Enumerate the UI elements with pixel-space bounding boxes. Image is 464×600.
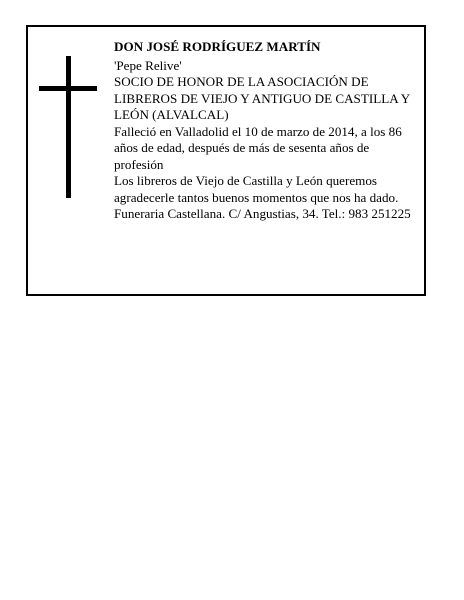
deceased-nickname: 'Pepe Relive' — [114, 57, 182, 73]
death-info: Falleció en Valladolid el 10 de marzo de 2014, a los 86 años de edad, después de más de sesenta años de profesión — [114, 123, 402, 172]
cross-vertical-bar — [66, 56, 71, 198]
obituary-notice — [26, 25, 426, 296]
funeral-home-info: Funeraria Castellana. C/ Angustias, 34. Tel.: 983 251225 — [114, 206, 411, 221]
obituary-text — [114, 39, 420, 223]
cross-icon — [39, 56, 97, 198]
honorary-title: SOCIO DE HONOR DE LA ASOCIACIÓN DE LIBREROS DE VIEJO Y ANTIGUO DE CASTILLA Y LEÓN (ALVALCAL) — [114, 74, 410, 122]
deceased-name: DON JOSÉ RODRÍGUEZ MARTÍN — [114, 39, 321, 54]
tribute-message: Los libreros de Viejo de Castilla y León queremos agradecerle tantos buenos momentos que nos ha dado. — [114, 173, 399, 205]
cross-horizontal-bar — [39, 86, 97, 91]
